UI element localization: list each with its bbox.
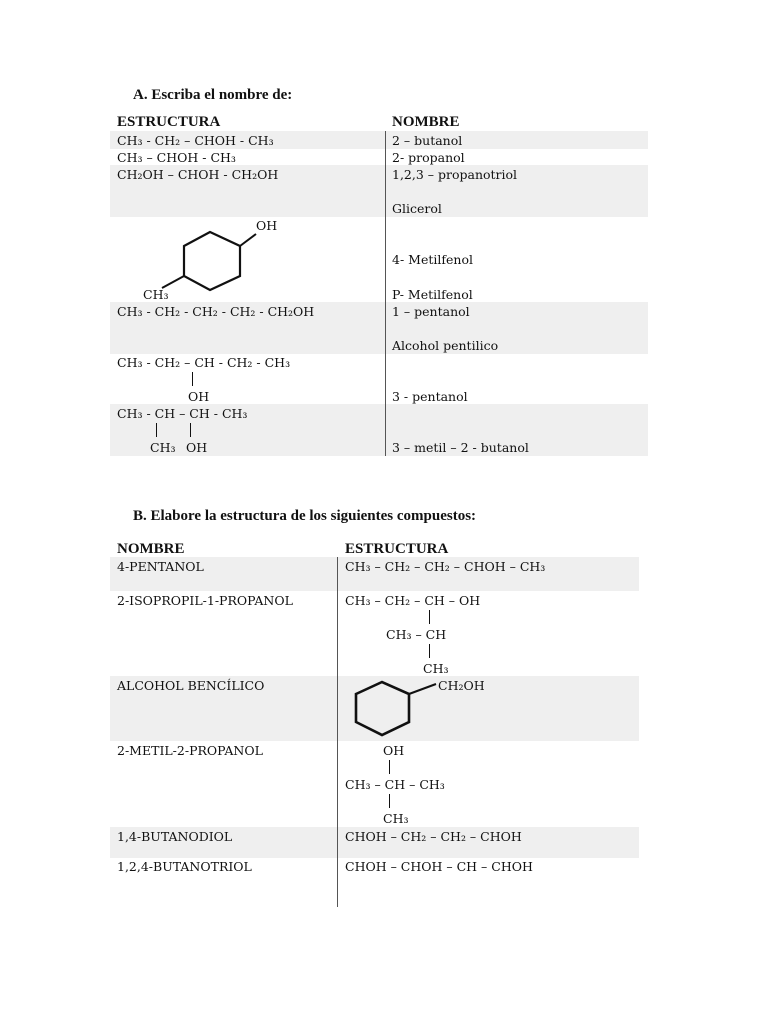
name-cell-alt: Glicerol [392,201,442,216]
substituent-label: OH [188,389,210,404]
header-name-a: NOMBRE [392,114,460,130]
structure-cell: CHOH – CHOH – CH – CHOH [345,859,533,874]
bond-line [190,423,191,437]
benzyl-ring-diagram [356,682,412,738]
structure-cell: CH₃ – CHOH - CH₃ [117,150,236,165]
substituent-label: CH₃ [423,661,449,676]
name-cell: ALCOHOL BENCÍLICO [117,678,265,693]
header-structure-b: ESTRUCTURA [345,541,449,557]
structure-cell: CH₃ – CH₂ – CH₂ – CHOH – CH₃ [345,559,546,574]
bond-line [192,372,193,386]
structure-cell: CH₃ - CH₂ - CH₂ - CH₂ - CH₂OH [117,304,315,319]
structure-cell: CH₃ - CH₂ – CHOH - CH₃ [117,133,274,148]
name-cell: 2- propanol [392,150,465,165]
column-divider [337,557,338,907]
name-cell: 3 - pentanol [392,389,468,404]
section-a-title: A. Escriba el nombre de: [133,87,293,103]
header-name-b: NOMBRE [117,541,185,557]
bond-line [429,610,430,624]
ring-ch3-label: CH₃ [143,287,169,302]
structure-cell: CH₂OH – CHOH - CH₂OH [117,167,279,182]
ring-substituent-label: CH₂OH [438,678,485,693]
cyclohexane-ring-diagram [184,232,244,294]
bond-line [429,644,430,658]
name-cell-alt: Alcohol pentilico [392,338,499,353]
bond-line [389,794,390,808]
substituent-label: OH [383,743,405,758]
header-structure-a: ESTRUCTURA [117,114,221,130]
structure-cell: CH₃ - CH – CH - CH₃ [117,406,248,421]
bond-line [389,760,390,774]
bond-line [156,423,157,437]
ring-oh-label: OH [256,218,278,233]
structure-cell: CH₃ – CH – CH₃ [345,777,445,792]
name-cell: 4-PENTANOL [117,559,204,574]
column-divider [385,131,386,456]
name-cell: 4- Metilfenol [392,252,473,267]
name-cell: 1,2,4-BUTANOTRIOL [117,859,252,874]
name-cell: 3 – metil – 2 - butanol [392,440,529,455]
name-cell: 1,4-BUTANODIOL [117,829,233,844]
name-cell: 1 – pentanol [392,304,470,319]
name-cell: 2-ISOPROPIL-1-PROPANOL [117,593,293,608]
substituent-label: CH₃ – CH [386,627,447,642]
structure-cell: CH₃ – CH₂ – CH – OH [345,593,481,608]
section-b-title: B. Elabore la estructura de los siguientes compuestos: [133,508,477,524]
name-cell: 2-METIL-2-PROPANOL [117,743,263,758]
name-cell: 2 – butanol [392,133,463,148]
substituent-label: OH [186,440,208,455]
substituent-label: CH₃ [383,811,409,826]
name-cell: 1,2,3 – propanotriol [392,167,518,182]
name-cell-alt: P- Metilfenol [392,287,473,302]
substituent-label: CH₃ [150,440,176,455]
structure-cell: CHOH – CH₂ – CH₂ – CHOH [345,829,522,844]
structure-cell: CH₃ - CH₂ – CH - CH₂ - CH₃ [117,355,291,370]
